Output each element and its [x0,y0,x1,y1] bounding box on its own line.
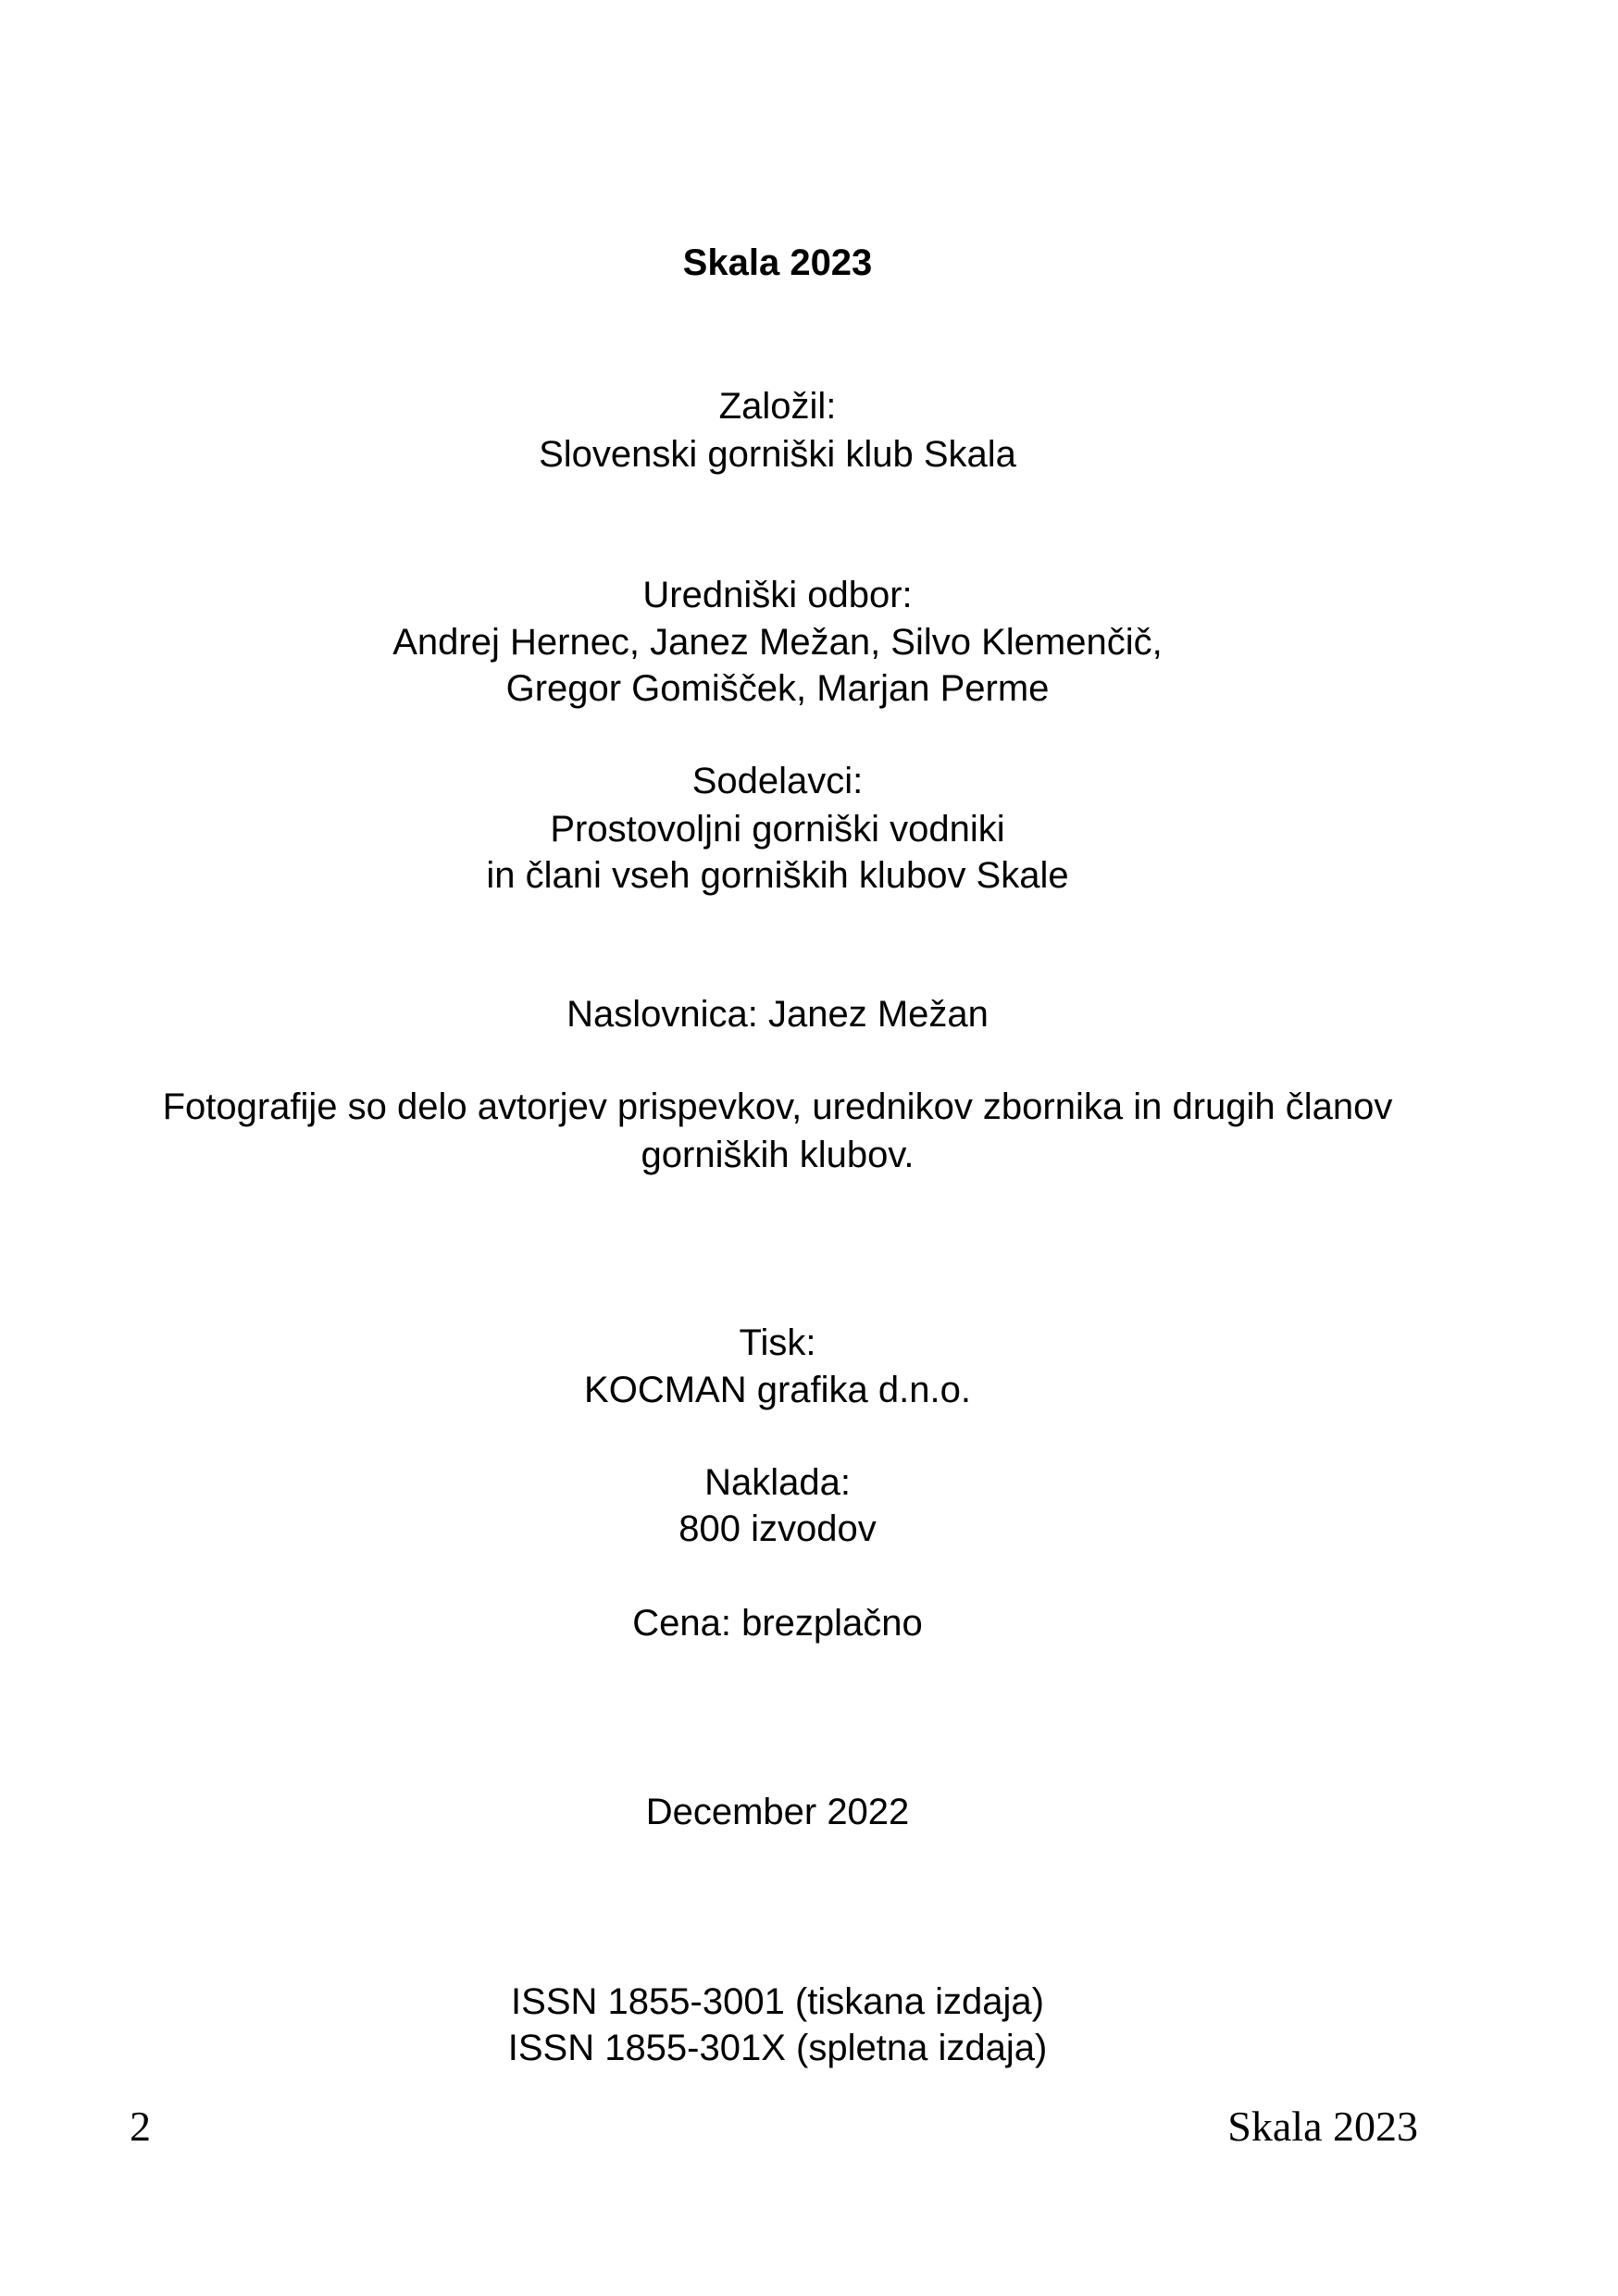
editorial-board-line-2: Gregor Gomišček, Marjan Perme [505,668,1050,709]
edition-copies: 800 izvodov [678,1508,877,1549]
price: Cena: brezplačno [632,1603,923,1644]
page-title: Skala 2023 [682,242,873,283]
publisher-label: Založil: [718,386,837,427]
contributors-line-1: Prostovoljni gorniški vodniki [550,809,1005,850]
contributors-line-2: in člani vseh gorniških klubov Skale [486,855,1069,896]
issn-online: ISSN 1855-301X (spletna izdaja) [507,2028,1048,2068]
publication-date: December 2022 [645,1792,910,1832]
editorial-board-line-1: Andrej Hernec, Janez Mežan, Silvo Klemenčič, [392,622,1163,663]
photos-credit-line-1: Fotografije so delo avtorjev prispevkov, urednikov zbornika in drugih članov [162,1086,1393,1127]
issn-print: ISSN 1855-3001 (tiskana izdaja) [511,1981,1044,2022]
edition-label: Naklada: [704,1462,851,1503]
cover-credit: Naslovnica: Janez Mežan [566,994,989,1035]
printer-name: KOCMAN grafika d.n.o. [584,1370,971,1410]
publisher-name: Slovenski gorniški klub Skala [539,434,1016,475]
photos-credit-line-2: gorniških klubov. [641,1135,915,1175]
contributors-label: Sodelavci: [691,761,864,801]
editorial-board-label: Uredniški odbor: [642,575,913,615]
print-label: Tisk: [739,1322,816,1363]
page-number: 2 [130,2103,151,2150]
running-footer-title: Skala 2023 [1227,2103,1418,2150]
